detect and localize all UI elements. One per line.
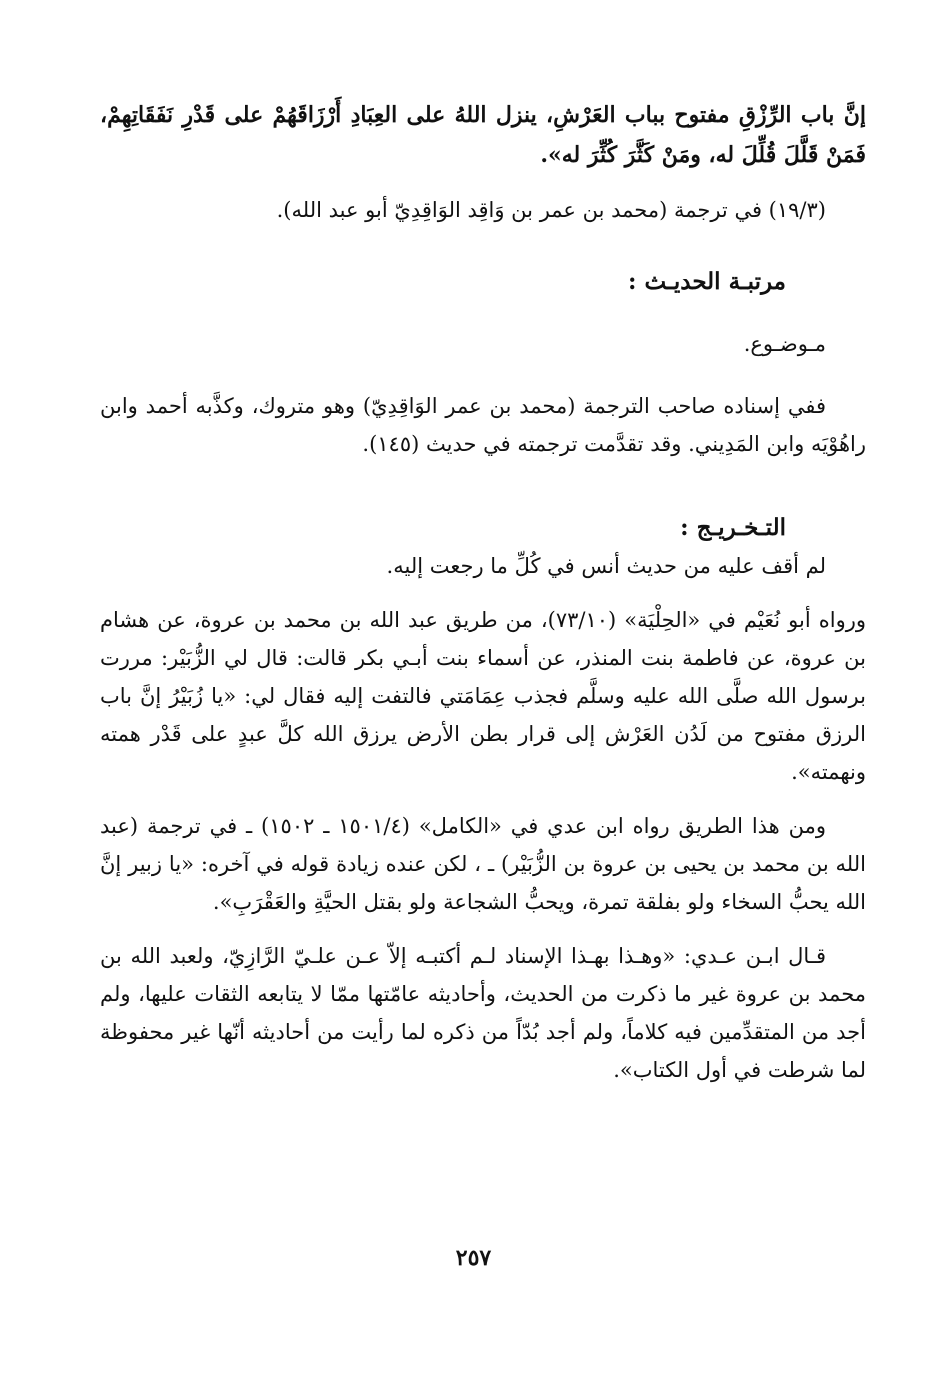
paragraph-ibn-adi: ومن هذا الطريق رواه ابن عدي في «الكامل» (١٥٠١/٤ ـ ١٥٠٢) ـ في ترجمة (عبد الله بن محمد بن يحيى بن عروة بن الزُّبَيْر) ـ ، لكن عنده زيادة قوله في آخره: «يا زبير إنَّ الله يحبُّ السخاء ولو بفلقة تمرة، ويحبُّ الشجاعة ولو بقتل الحيَّةِ والعَقْرَبِ».: [100, 814, 866, 914]
section-heading-rank: مرتبـة الحديـث :: [628, 268, 786, 295]
paragraph-ibn-adi-quote: قـال ابـن عـدي: «وهـذا بهـذا الإسناد لـم أكتبـه إلاّ عـن علـيّ الرَّازِيّ، ولعبد الله بن محمد بن عروة غير ما ذكرت من الحديث، وأحاديثه عامّتها ممّا لا يتابعه الثقات عليها، ولم أجد من المتقدِّمين فيه كلاماً، ولم أجد بُدّاً من ذكره لما رأيت من أحاديثه أنّها غير محفوظة لما شرطت في أول الكتاب».: [100, 944, 866, 1082]
page-body: [100, 95, 866, 1089]
hadith-verdict: مـوضـوع.: [743, 332, 826, 356]
hadith-text: إنَّ باب الرِّزْقِ مفتوح بباب العَرْشِ، ينزل اللهُ على العِبَادِ أَرْزَاقَهُمْ على قَدْرِ نَفَقَاتِهِمْ، فَمَنْ قَلَّلَ قُلِّلَ له، ومَنْ كَثَّرَ كُثِّرَ له».: [100, 102, 866, 168]
paragraph-abu-nuaim: ورواه أبو نُعَيْم في «الحِلْيَة» (٧٣/١٠)، من طريق عبد الله بن محمد بن عروة، عن هشام بن عروة، عن فاطمة بنت المنذر، عن أسماء بنت أبـي بكر قالت: قال لي الزُّبَيْر: مررت برسول الله صلَّى الله عليه وسلَّم فجذب عِمَامَتي فالتفت إليه فقال لي: «يا زُبَيْرُ إنَّ باب الرزق مفتوح من لَدُن العَرْش إلى قرار بطن الأرض يرزق الله كلَّ عبدٍ على قَدْر همته ونهمته».: [100, 608, 866, 784]
hadith-reference: (١٩/٣) في ترجمة (محمد بن عمر بن وَاقِد الوَاقِدِيّ أبو عبد الله).: [276, 198, 826, 222]
section-heading-takhrij: التـخـريـج :: [680, 514, 786, 541]
page-number: ٢٥٧: [455, 1245, 492, 1271]
takhrij-intro: لم أقف عليه من حديث أنس في كُلِّ ما رجعت إليه.: [386, 554, 826, 578]
rank-explanation: ففي إسناده صاحب الترجمة (محمد بن عمر الوَاقِدِيّ) وهو متروك، وكذَّبه أحمد وابن راهُوْيَه وابن المَدِيني. وقد تقدَّمت ترجمته في حديث (١٤٥).: [100, 394, 866, 456]
